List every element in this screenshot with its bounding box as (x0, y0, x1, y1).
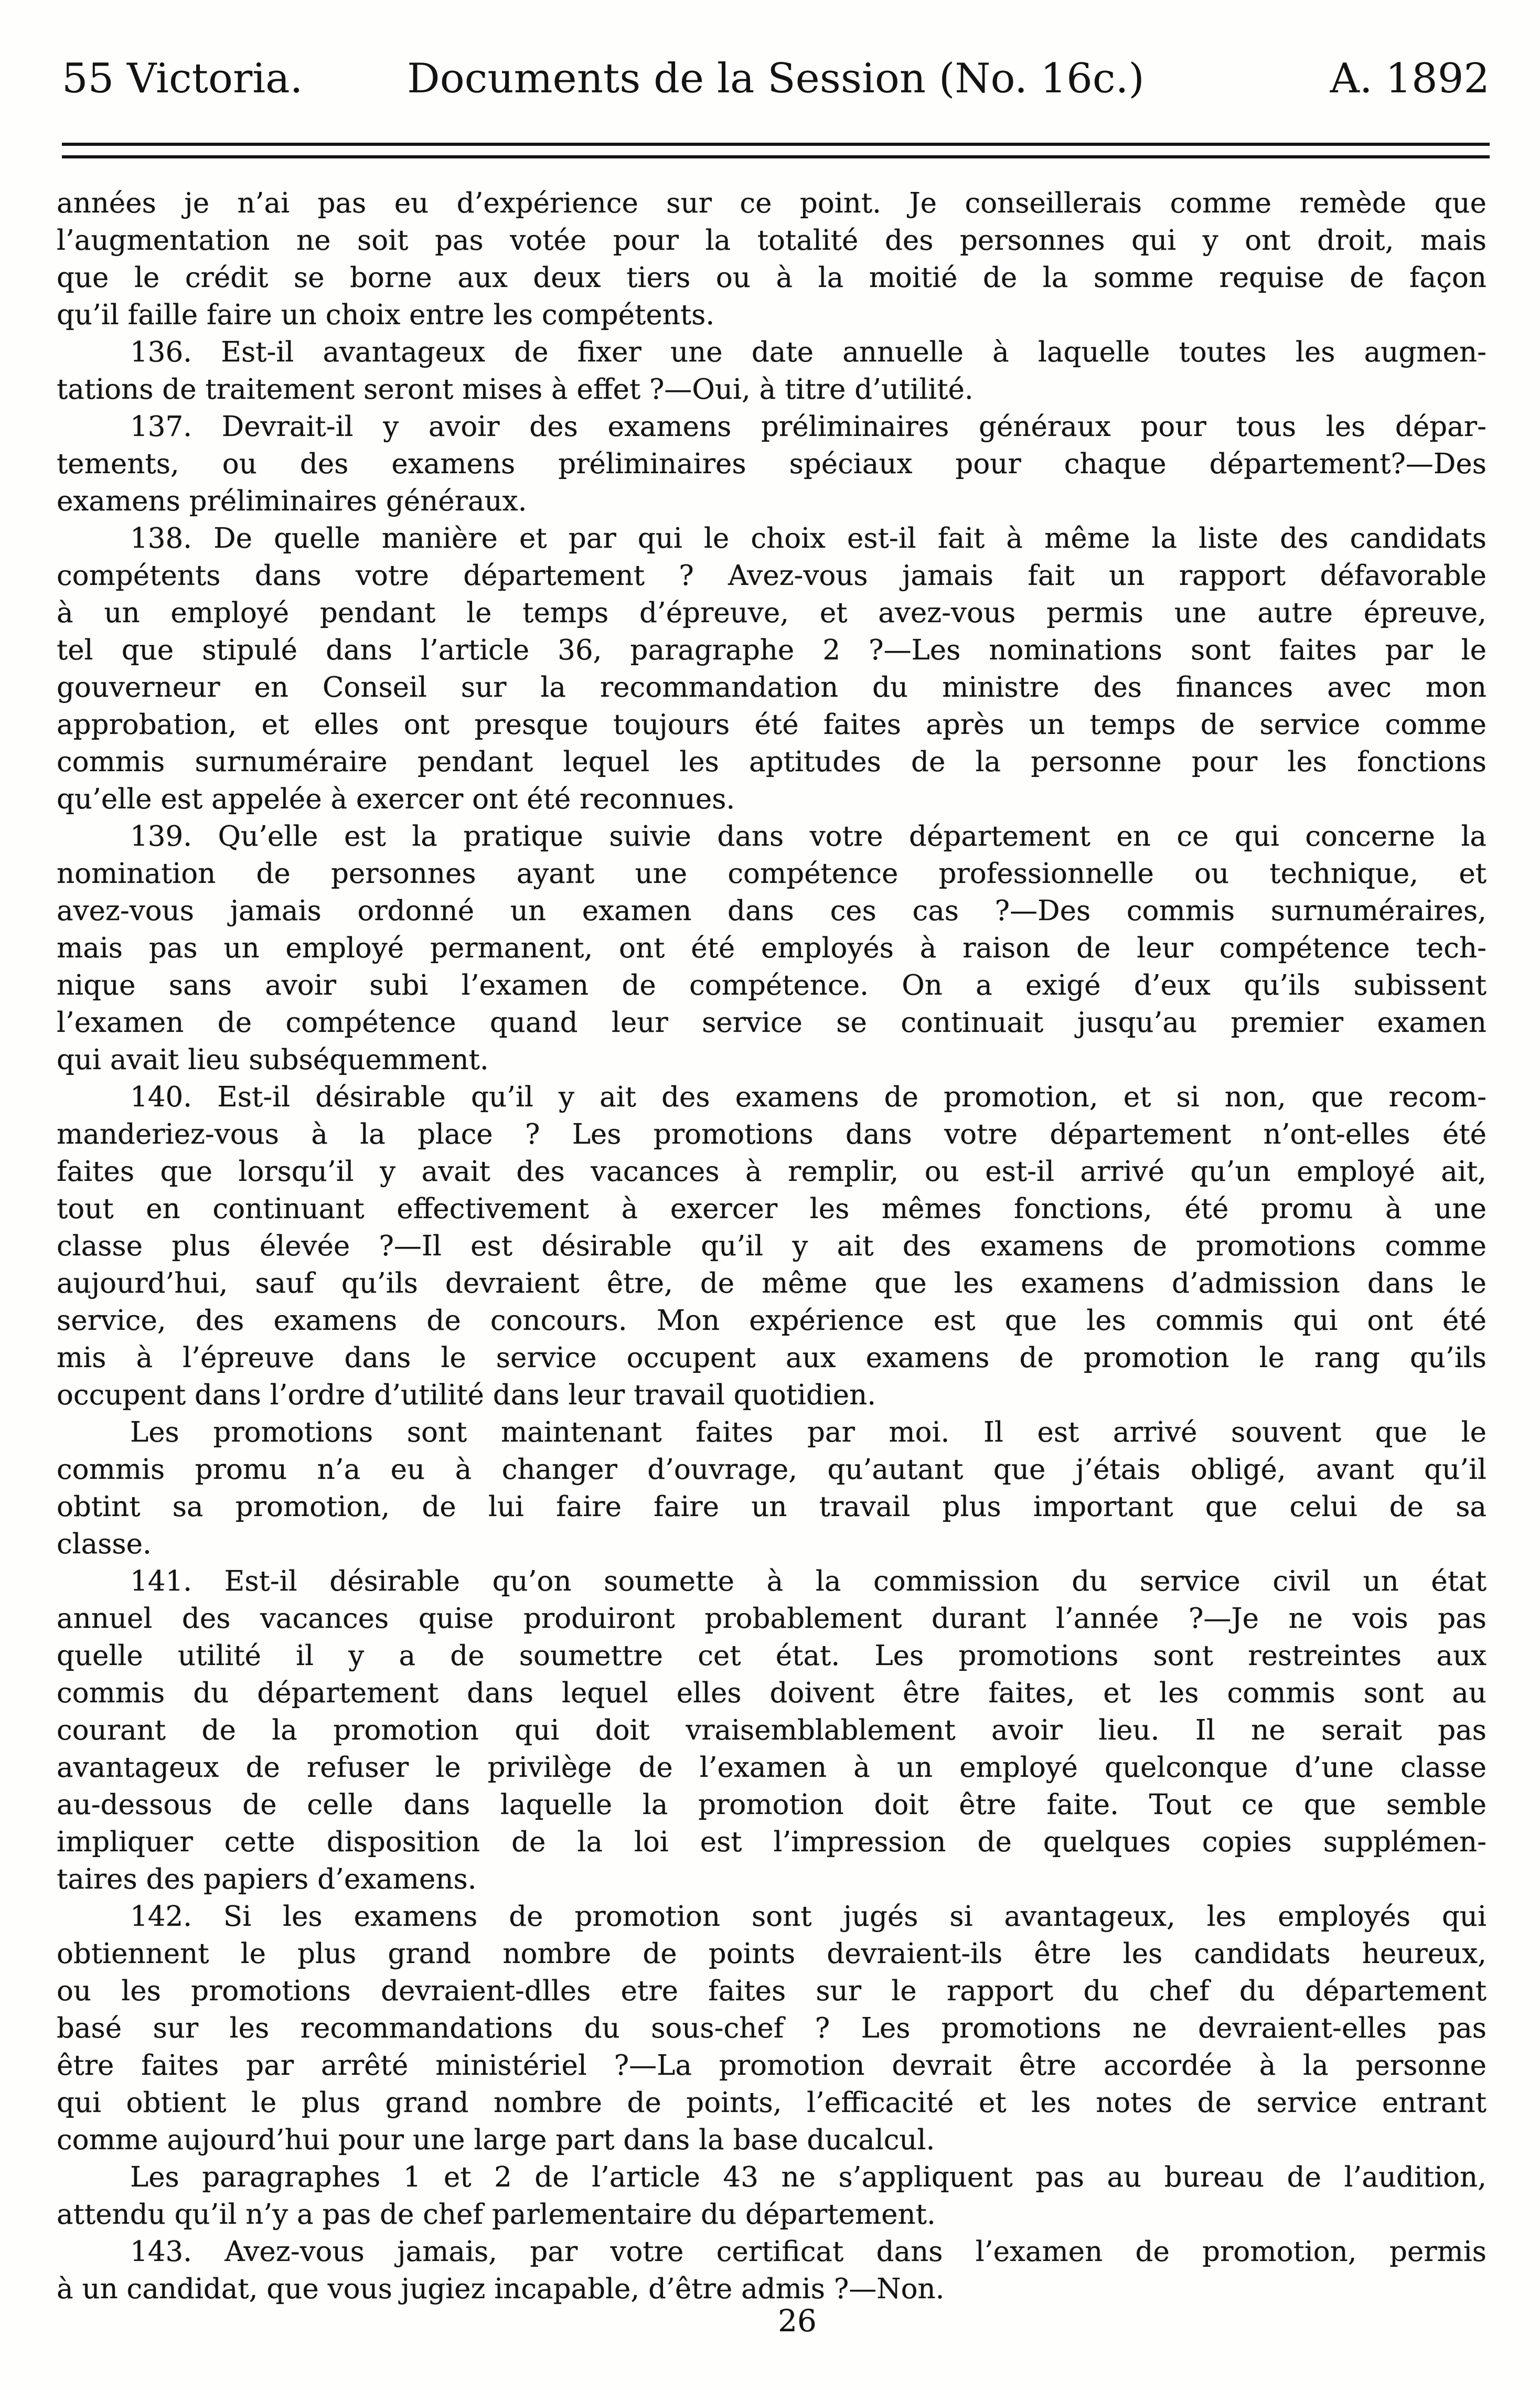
text-line: commis du département dans lequel elles doivent être faites, et les commis sont au (57, 1677, 1486, 1709)
header-year: A. 1892 (1330, 55, 1490, 102)
text-line: qui avait lieu subséquemment. (57, 1044, 489, 1076)
double-rule (62, 143, 1490, 168)
text-line: aujourd’hui, sauf qu’ils devraient être, de même que les examens d’admission dans le (57, 1267, 1486, 1299)
paragraph (57, 1079, 1486, 1414)
paragraph (57, 2159, 1486, 2233)
text-line: 141. Est-il désirable qu’on soumette à la commission du service civil un état (130, 1565, 1486, 1597)
text-line: 138. De quelle manière et par qui le choix est-il fait à même la liste des candidats (130, 522, 1486, 554)
text-line: 137. Devrait-il y avoir des examens préliminaires généraux pour tous les dépar- (130, 411, 1486, 443)
text-line: taires des papiers d’examens. (57, 1863, 477, 1895)
text-line: classe. (57, 1528, 152, 1560)
paragraph (57, 408, 1486, 520)
text-line: examens préliminaires généraux. (57, 485, 527, 517)
text-line: que le crédit se borne aux deux tiers ou à la moitié de la somme requise de façon (57, 262, 1486, 294)
text-line: qu’elle est appelée à exercer ont été reconnues. (57, 783, 735, 815)
text-line: classe plus élevée ?—Il est désirable qu’il y ait des examens de promotions comme (57, 1230, 1486, 1262)
text-line: 143. Avez-vous jamais, par votre certificat dans l’examen de promotion, permis (130, 2236, 1486, 2268)
text-line: qui obtient le plus grand nombre de points, l’efficacité et les notes de service entrant (57, 2087, 1486, 2119)
paragraph (57, 334, 1486, 408)
text-line: mais pas un employé permanent, ont été employés à raison de leur compétence tech- (57, 932, 1486, 964)
text-line: obtint sa promotion, de lui faire faire un travail plus important que celui de sa (57, 1491, 1486, 1523)
text-line: nomination de personnes ayant une compétence professionnelle ou technique, et (57, 858, 1486, 890)
paragraph (57, 1898, 1486, 2159)
paragraph (57, 185, 1486, 334)
text-line: tout en continuant effectivement à exercer les mêmes fonctions, été promu à une (57, 1193, 1486, 1225)
text-line: faites que lorsqu’il y avait des vacances à remplir, ou est-il arrivé qu’un employé ait, (57, 1156, 1486, 1188)
text-line: quelle utilité il y a de soumettre cet état. Les promotions sont restreintes aux (57, 1640, 1486, 1672)
text-line: approbation, et elles ont presque toujours été faites après un temps de service comme (57, 709, 1486, 741)
text-line: avez-vous jamais ordonné un examen dans ces cas ?—Des commis surnuméraires, (57, 895, 1486, 927)
text-line: l’examen de compétence quand leur service se continuait jusqu’au premier examen (57, 1007, 1486, 1039)
text-line: Les paragraphes 1 et 2 de l’article 43 ne s’appliquent pas au bureau de l’audition, (130, 2161, 1486, 2193)
paragraph (57, 1414, 1486, 1563)
paragraph (57, 520, 1486, 818)
text-line: nique sans avoir subi l’examen de compétence. On a exigé d’eux qu’ils subissent (57, 969, 1486, 1001)
text-line: occupent dans l’ordre d’utilité dans leur travail quotidien. (57, 1379, 876, 1411)
rule-bottom (62, 155, 1490, 158)
page-footer (55, 2304, 1540, 2338)
text-line: courant de la promotion qui doit vraisemblablement avoir lieu. Il ne serait pas (57, 1714, 1486, 1746)
header-title: Documents de la Session (No. 16c.) (407, 55, 1145, 102)
text-line: mis à l’épreuve dans le service occupent aux examens de promotion le rang qu’ils (57, 1342, 1486, 1374)
text-line: 140. Est-il désirable qu’il y ait des examens de promotion, et si non, que recom- (130, 1081, 1486, 1113)
text-line: manderiez-vous à la place ? Les promotions dans votre département n’ont-elles été (57, 1118, 1486, 1150)
text-line: service, des examens de concours. Mon expérience est que les commis qui ont été (57, 1305, 1486, 1337)
paragraph (57, 2233, 1486, 2308)
page-body (57, 185, 1486, 2308)
running-head (62, 52, 1490, 105)
text-line: obtiennent le plus grand nombre de points devraient-ils être les candidats heureux, (57, 1938, 1486, 1970)
text-line: l’augmentation ne soit pas votée pour la totalité des personnes qui y ont droit, mais (57, 225, 1486, 257)
text-line: tements, ou des examens préliminaires spéciaux pour chaque département?—Des (57, 448, 1486, 480)
text-line: commis surnuméraire pendant lequel les aptitudes de la personne pour les fonctions (57, 746, 1486, 778)
text-line: comme aujourd’hui pour une large part dans la base ducalcul. (57, 2124, 935, 2156)
text-line: attendu qu’il n’y a pas de chef parlementaire du département. (57, 2199, 936, 2231)
rule-top (62, 143, 1490, 146)
header-volume: 55 Victoria. (62, 55, 303, 102)
text-line: Les promotions sont maintenant faites par moi. Il est arrivé souvent que le (130, 1416, 1486, 1448)
text-line: tations de traitement seront mises à effet ?—Oui, à titre d’utilité. (57, 374, 974, 406)
text-line: ou les promotions devraient-dlles etre faites sur le rapport du chef du département (57, 1975, 1486, 2007)
text-line: gouverneur en Conseil sur la recommandation du ministre des finances avec mon (57, 671, 1486, 703)
text-line: commis promu n’a eu à changer d’ouvrage, qu’autant que j’étais obligé, avant qu’il (57, 1454, 1486, 1486)
text-line: annuel des vacances quise produiront probablement durant l’année ?—Je ne vois pas (57, 1603, 1486, 1635)
text-line: basé sur les recommandations du sous-chef ? Les promotions ne devraient-elles pas (57, 2012, 1486, 2044)
text-line: qu’il faille faire un choix entre les compétents. (57, 299, 715, 331)
text-line: à un employé pendant le temps d’épreuve, et avez-vous permis une autre épreuve, (57, 597, 1486, 629)
text-line: compétents dans votre département ? Avez-vous jamais fait un rapport défavorable (57, 560, 1486, 592)
paragraph (57, 818, 1486, 1079)
text-line: 139. Qu’elle est la pratique suivie dans votre département en ce qui concerne la (130, 820, 1486, 852)
text-line: à un candidat, que vous jugiez incapable, d’être admis ?—Non. (57, 2273, 945, 2305)
text-line: 142. Si les examens de promotion sont jugés si avantageux, les employés qui (130, 1901, 1486, 1933)
page-number: 26 (778, 2303, 817, 2339)
text-line: au-dessous de celle dans laquelle la promotion doit être faite. Tout ce que semble (57, 1789, 1486, 1821)
text-line: années je n’ai pas eu d’expérience sur ce point. Je conseillerais comme remède que (57, 187, 1486, 219)
text-line: 136. Est-il avantageux de fixer une date annuelle à laquelle toutes les augmen- (130, 336, 1486, 368)
text-line: tel que stipulé dans l’article 36, paragraphe 2 ?—Les nominations sont faites par le (57, 634, 1486, 666)
paragraph (57, 1563, 1486, 1898)
text-line: impliquer cette disposition de la loi est l’impression de quelques copies supplémen- (57, 1826, 1486, 1858)
text-line: être faites par arrêté ministériel ?—La promotion devrait être accordée à la personne (57, 2050, 1486, 2082)
text-line: avantageux de refuser le privilège de l’examen à un employé quelconque d’une classe (57, 1752, 1486, 1784)
